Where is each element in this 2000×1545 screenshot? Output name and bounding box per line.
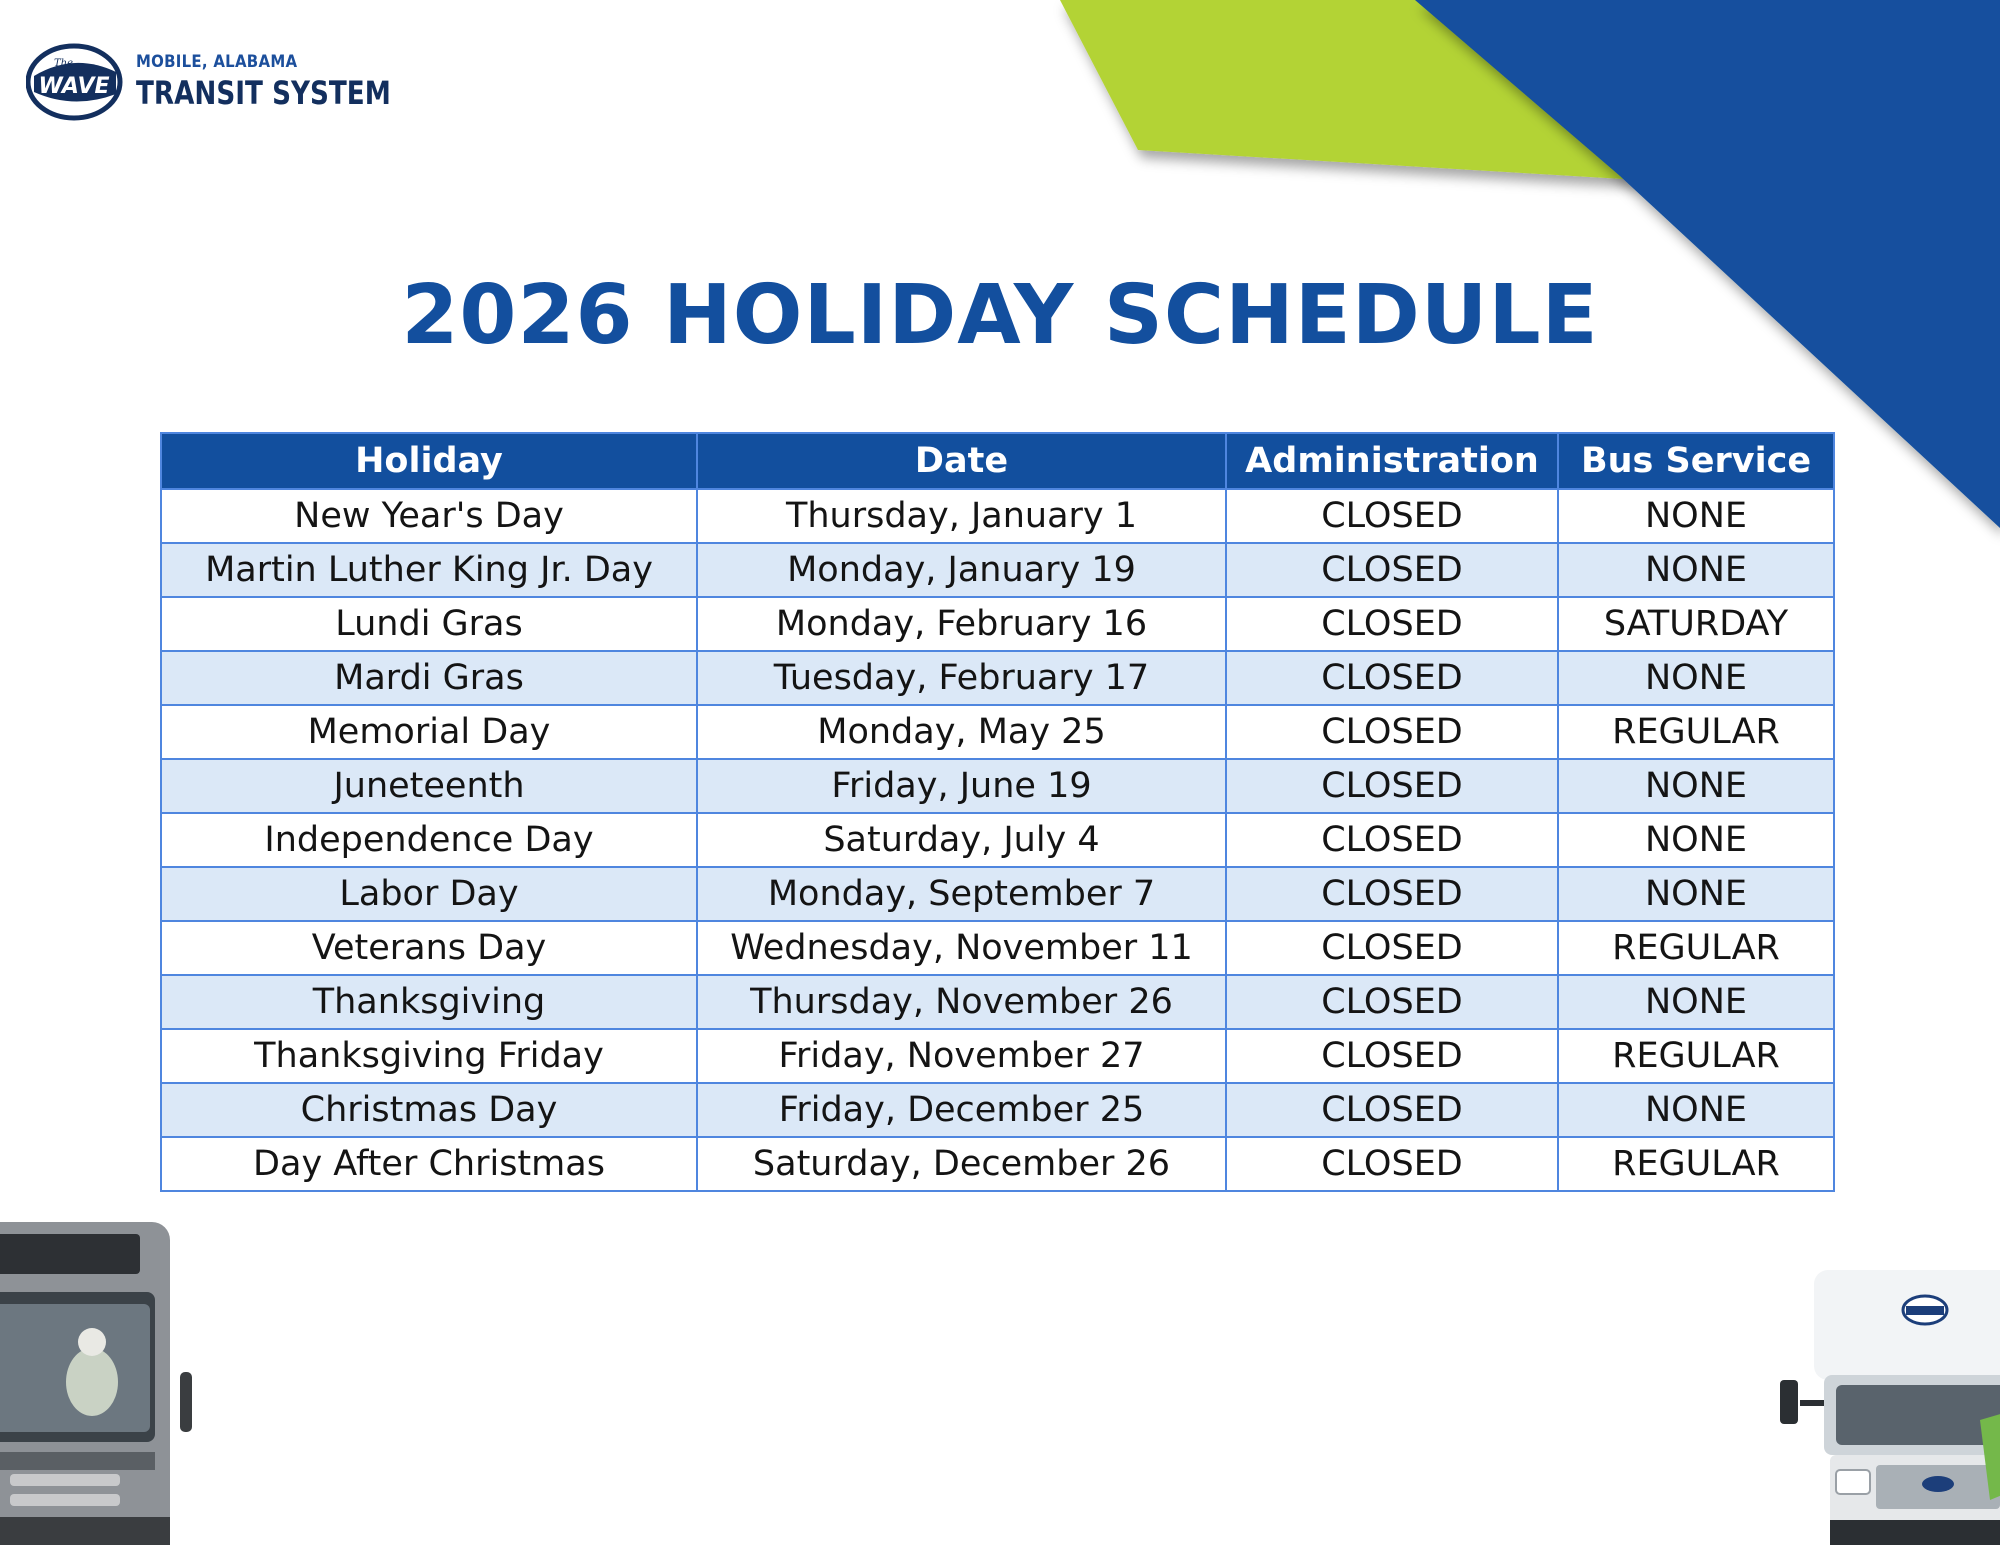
header-administration: Administration xyxy=(1226,433,1558,489)
cell-holiday: Day After Christmas xyxy=(161,1137,697,1191)
logo-system-name: TRANSIT SYSTEM xyxy=(136,74,391,112)
cell-holiday: Thanksgiving Friday xyxy=(161,1029,697,1083)
holiday-schedule-table xyxy=(160,432,1835,1192)
table-row xyxy=(161,1137,1834,1191)
cell-administration: CLOSED xyxy=(1226,867,1558,921)
cell-bus-service: NONE xyxy=(1558,867,1834,921)
cell-administration: CLOSED xyxy=(1226,597,1558,651)
table-row xyxy=(161,1029,1834,1083)
cell-bus-service: REGULAR xyxy=(1558,1137,1834,1191)
cell-bus-service: NONE xyxy=(1558,813,1834,867)
cell-date: Monday, January 19 xyxy=(697,543,1226,597)
table-row xyxy=(161,813,1834,867)
cell-holiday: Mardi Gras xyxy=(161,651,697,705)
cell-administration: CLOSED xyxy=(1226,1137,1558,1191)
cell-administration: CLOSED xyxy=(1226,759,1558,813)
logo-city: MOBILE, ALABAMA xyxy=(136,52,298,72)
cell-holiday: Veterans Day xyxy=(161,921,697,975)
table-header-row xyxy=(161,433,1834,489)
cell-bus-service: NONE xyxy=(1558,1083,1834,1137)
cell-administration: CLOSED xyxy=(1226,543,1558,597)
cell-administration: CLOSED xyxy=(1226,975,1558,1029)
table-row xyxy=(161,759,1834,813)
cell-holiday: Labor Day xyxy=(161,867,697,921)
cell-bus-service: NONE xyxy=(1558,651,1834,705)
cell-bus-service: REGULAR xyxy=(1558,921,1834,975)
wave-badge-text: WAVE xyxy=(38,74,110,99)
table-row xyxy=(161,543,1834,597)
cell-date: Friday, December 25 xyxy=(697,1083,1226,1137)
cell-bus-service: SATURDAY xyxy=(1558,597,1834,651)
cell-date: Tuesday, February 17 xyxy=(697,651,1226,705)
wave-badge-small-text: The xyxy=(54,58,74,69)
shuttle-bus-illustration xyxy=(1780,1270,2000,1545)
logo-text xyxy=(136,52,447,112)
cell-administration: CLOSED xyxy=(1226,705,1558,759)
cell-administration: CLOSED xyxy=(1226,813,1558,867)
cell-date: Monday, February 16 xyxy=(697,597,1226,651)
cell-holiday: Christmas Day xyxy=(161,1083,697,1137)
cell-bus-service: NONE xyxy=(1558,543,1834,597)
cell-holiday: Lundi Gras xyxy=(161,597,697,651)
page-title: 2026 HOLIDAY SCHEDULE xyxy=(401,268,1599,363)
table-row xyxy=(161,921,1834,975)
cell-holiday: Thanksgiving xyxy=(161,975,697,1029)
cell-date: Saturday, July 4 xyxy=(697,813,1226,867)
cell-bus-service: NONE xyxy=(1558,759,1834,813)
cell-bus-service: NONE xyxy=(1558,489,1834,543)
cell-date: Monday, May 25 xyxy=(697,705,1226,759)
cell-holiday: Martin Luther King Jr. Day xyxy=(161,543,697,597)
cell-holiday: New Year's Day xyxy=(161,489,697,543)
city-bus-illustration xyxy=(0,1212,210,1545)
table-row xyxy=(161,489,1834,543)
cell-administration: CLOSED xyxy=(1226,921,1558,975)
table-row xyxy=(161,597,1834,651)
transit-logo xyxy=(26,42,426,127)
header-date: Date xyxy=(697,433,1226,489)
cell-date: Saturday, December 26 xyxy=(697,1137,1226,1191)
wave-badge-icon xyxy=(26,42,126,122)
cell-date: Wednesday, November 11 xyxy=(697,921,1226,975)
cell-administration: CLOSED xyxy=(1226,489,1558,543)
cell-administration: CLOSED xyxy=(1226,651,1558,705)
cell-bus-service: REGULAR xyxy=(1558,705,1834,759)
table-row xyxy=(161,975,1834,1029)
cell-holiday: Juneteenth xyxy=(161,759,697,813)
cell-holiday: Memorial Day xyxy=(161,705,697,759)
cell-date: Thursday, January 1 xyxy=(697,489,1226,543)
cell-bus-service: REGULAR xyxy=(1558,1029,1834,1083)
table-row xyxy=(161,705,1834,759)
cell-date: Friday, November 27 xyxy=(697,1029,1226,1083)
cell-date: Friday, June 19 xyxy=(697,759,1226,813)
cell-holiday: Independence Day xyxy=(161,813,697,867)
table-row xyxy=(161,1083,1834,1137)
header-holiday: Holiday xyxy=(161,433,697,489)
table-row xyxy=(161,867,1834,921)
cell-bus-service: NONE xyxy=(1558,975,1834,1029)
table-row xyxy=(161,651,1834,705)
cell-date: Monday, September 7 xyxy=(697,867,1226,921)
cell-administration: CLOSED xyxy=(1226,1083,1558,1137)
cell-date: Thursday, November 26 xyxy=(697,975,1226,1029)
cell-administration: CLOSED xyxy=(1226,1029,1558,1083)
header-bus-service: Bus Service xyxy=(1558,433,1834,489)
